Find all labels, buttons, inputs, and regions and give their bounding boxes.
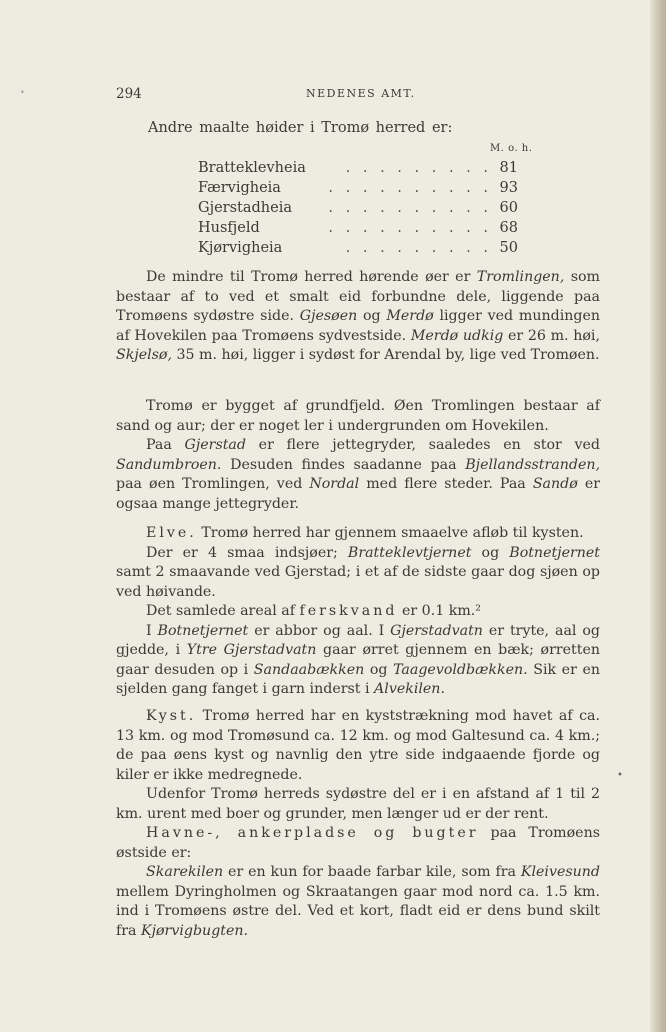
place-name: Bratteklevheia [198,160,306,176]
page-edge [650,0,666,1032]
place-name: Husfjeld [198,220,260,236]
table-row: Husfjeld . . . . . . . . . . 68 [198,220,518,236]
table-row: Kjørvigheia . . . . . . . . . 50 [198,240,518,256]
paragraph-islands: De mindre til Tromø herred hørende øer er Tromlingen, som bestaar af to ved et smalt eid forbundne dele, liggende paa Tromøens sydøstre side. Gjesøen og Merdø ligger ved mundingen af Hovekilen paa Tromøens sydvestside. Merdø udkig er 26 m. høi, Skjelsø, 35 m. høi, ligger i sydøst for Arendal by, lige ved Tromøen. [116,269,600,363]
height-value: 60 [499,200,518,216]
height-value: 50 [499,240,518,256]
table-row: Færvigheia . . . . . . . . . . 93 [198,180,518,196]
paragraph-coast: Kyst. Tromø herred har en kyststrækning mod havet af ca. 13 km. og mod Tromøsund ca. 12 km. og mod Galtesund ca. 4 km.; de paa øens kyst og navnlig den ytre side indgaaende fjorde og kiler er ikke medregnede. Udenfor Tromø herreds sydøstre del er i en afstand af 1 til 2 km. urent med boer og grunder, men længer ud er der rent. Havne-, ankerpladse og bugter paa Tromøens østside er: Skarekilen er en kun for baade farbar kile, som fra Kleivesund mellem Dyringholmen og Skraatangen gaar mod nord ca. 1.5 km. ind i Tromøens østre del. Ved et kort, fladt eid er dens bund skilt fra Kjørvigbugten. [116,708,600,939]
paragraph-geology: Tromø er bygget af grundfjeld. Øen Tromlingen bestaar af sand og aur; der er noget ler i undergrunden om Hovekilen. Paa Gjerstad er flere jettegryder, saaledes en stor ved Sandumbroen. Desuden findes saadanne paa Bjellandsstranden, paa øen Tromlingen, ved Nordal med flere steder. Paa Sandø er ogsaa mange jettegryder. [116,398,600,512]
page-header [116,86,600,106]
place-name: Færvigheia [198,180,281,196]
section-heading: Kyst. [146,708,197,724]
column-header: M. o. h. [490,143,533,154]
page-number: 294 [116,86,142,102]
height-value: 81 [499,160,518,176]
place-name: Kjørvigheia [198,240,283,256]
table-row: Bratteklevheia . . . . . . . . . 81 [198,160,518,176]
dust-mark: • [20,88,25,97]
table-row: Gjerstadheia . . . . . . . . . . 60 [198,200,518,216]
height-value: 93 [499,180,518,196]
section-heading: Elve. [146,525,197,541]
running-title: NEDENES AMT. [306,87,416,100]
place-name: Gjerstadheia [198,200,292,216]
heights-intro: Andre maalte høider i Tromø herred er: [148,120,453,136]
height-value: 68 [499,220,518,236]
margin-mark: • [617,770,623,781]
paragraph-rivers: Elve. Tromø herred har gjennem smaaelve afløb til kysten. Der er 4 smaa indsjøer; Bratteklevtjernet og Botnetjernet samt 2 smaavande ved Gjerstad; i et af de sidste gaar dog sjøen op ved høivande. Det samlede areal af ferskvand er 0.1 km.² I Botnetjernet er abbor og aal. I Gjerstadvatn er tryte, aal og gjedde, i Ytre Gjerstadvatn gaar ørret gjennem en bæk; ørretten gaar desuden op i Sandaabækken og Taagevoldbækken. Sik er en sjelden gang fanget i garn inderst i Alvekilen. [116,525,601,697]
